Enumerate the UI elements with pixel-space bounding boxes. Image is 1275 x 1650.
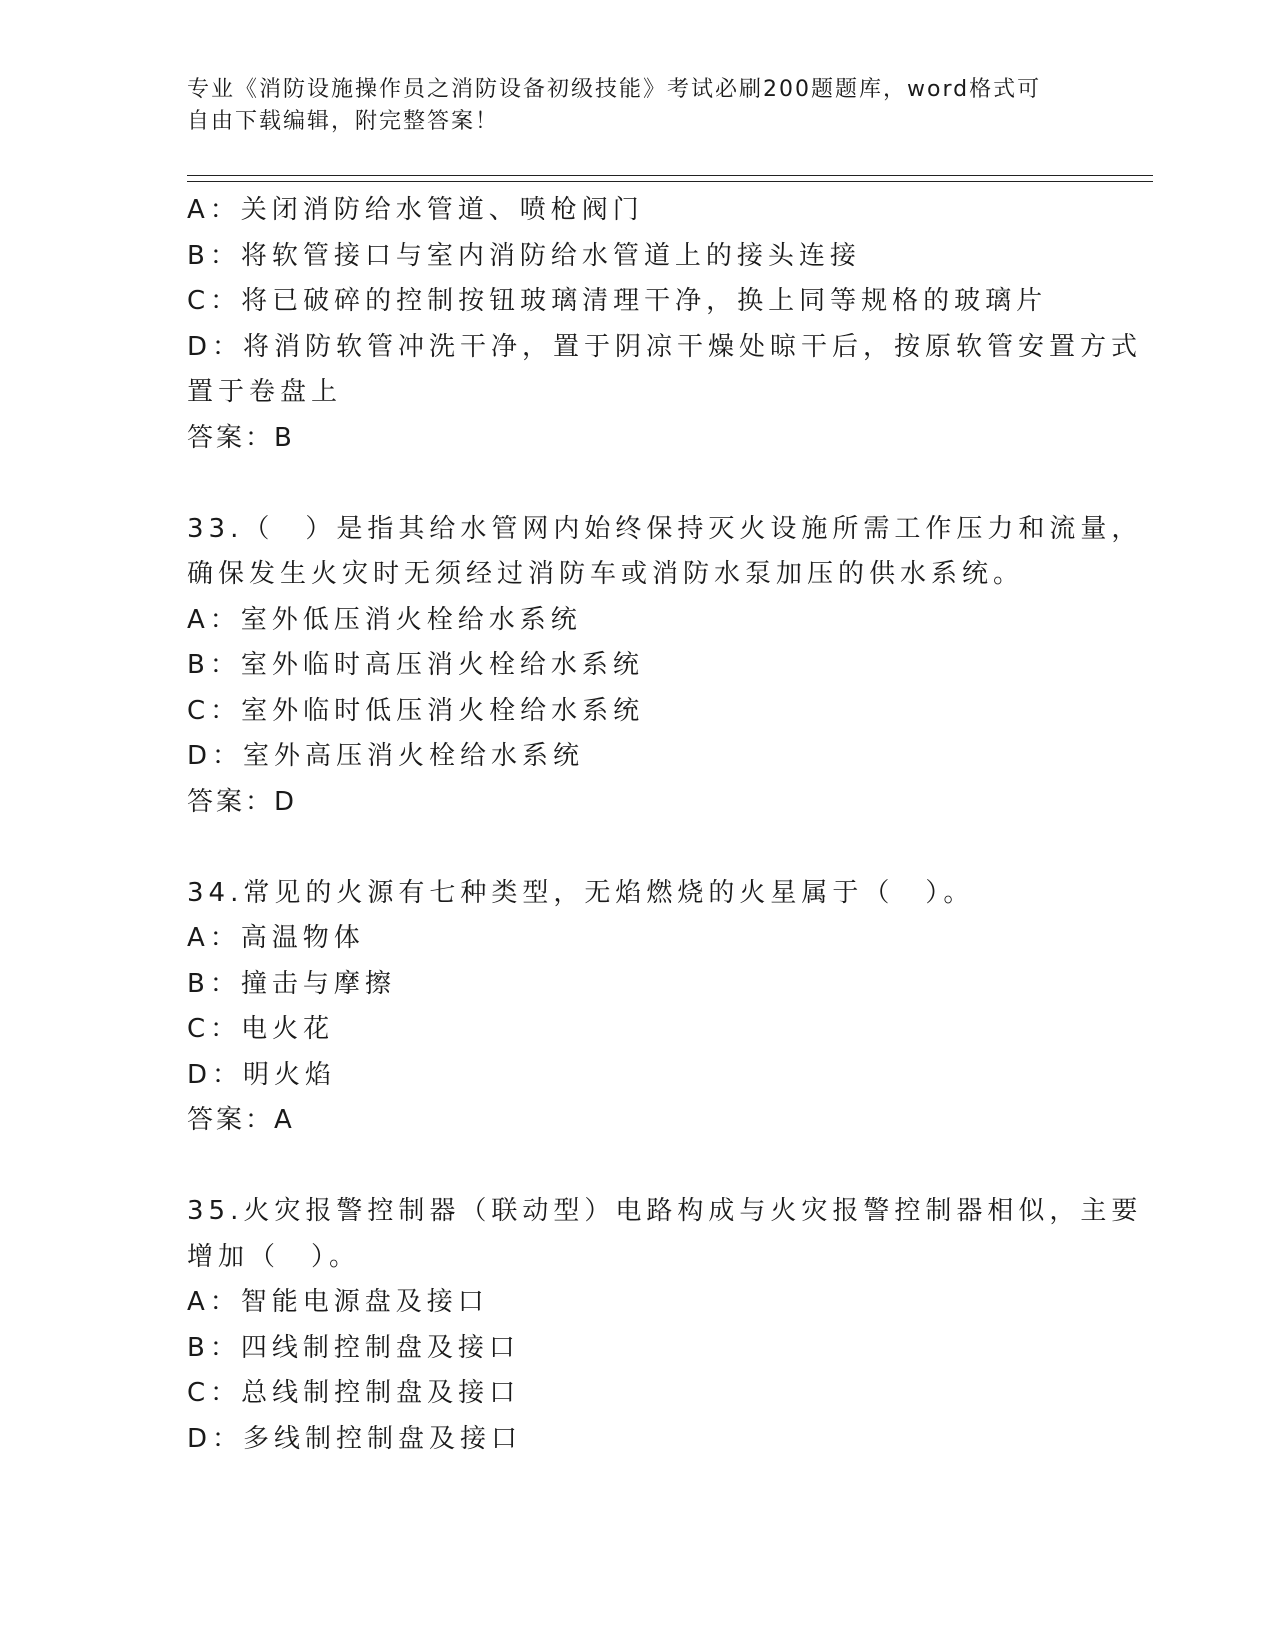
document-header [187, 74, 1067, 138]
answer: 答案：D [187, 786, 298, 817]
answer: 答案：B [187, 422, 295, 453]
option-d: D：明火焰 [187, 1059, 337, 1090]
option-a: A：关闭消防给水管道、喷枪阀门 [187, 195, 644, 225]
question-32 [187, 188, 1143, 461]
option-b: B：将软管接口与室内消防给水管道上的接头连接 [187, 240, 861, 271]
question-35 [187, 1189, 1143, 1462]
option-b: B：四线制控制盘及接口 [187, 1332, 520, 1363]
question-33 [187, 507, 1143, 826]
header-divider-top [187, 175, 1153, 176]
question-stem: 35.火灾报警控制器（联动型）电路构成与火灾报警控制器相似，主要 [187, 1196, 1143, 1226]
question-stem-continued: 确保发生火灾时无须经过消防车或消防水泵加压的供水系统。 [187, 559, 1025, 589]
option-a: A：高温物体 [187, 923, 365, 953]
option-d-continued: 置于卷盘上 [187, 377, 343, 407]
spacer [187, 461, 1087, 507]
option-b: B：撞击与摩擦 [187, 968, 396, 999]
option-c: C：室外临时低压消火栓给水系统 [187, 695, 645, 726]
question-stem-continued: 增加（ ）。 [187, 1241, 361, 1272]
option-c: C：将已破碎的控制按钮玻璃清理干净，换上同等规格的玻璃片 [187, 286, 1048, 316]
question-stem: 33.（ ）是指其给水管网内始终保持灭火设施所需工作压力和流量， [187, 513, 1143, 544]
option-d: D：室外高压消火栓给水系统 [187, 741, 585, 771]
option-a: A：智能电源盘及接口 [187, 1287, 489, 1317]
question-stem: 34.常见的火源有七种类型，无焰燃烧的火星属于（ ）。 [187, 877, 975, 908]
header-line-1: 专业《消防设施操作员之消防设备初级技能》考试必刷200题题库，word格式可 [187, 77, 1042, 102]
spacer [187, 1144, 1087, 1190]
spacer [187, 825, 1087, 871]
answer: 答案：A [187, 1105, 295, 1135]
header-divider-bottom [187, 181, 1153, 182]
option-d: D：将消防软管冲洗干净，置于阴凉干燥处晾干后，按原软管安置方式 [187, 331, 1143, 362]
question-34 [187, 871, 1087, 1144]
option-b: B：室外临时高压消火栓给水系统 [187, 650, 644, 680]
option-c: C：总线制控制盘及接口 [187, 1378, 521, 1408]
question-list [187, 188, 1143, 1462]
header-line-2: 自由下载编辑，附完整答案！ [187, 109, 500, 134]
option-c: C：电火花 [187, 1014, 335, 1044]
option-d: D：多线制控制盘及接口 [187, 1423, 523, 1454]
option-a: A：室外低压消火栓给水系统 [187, 604, 582, 635]
